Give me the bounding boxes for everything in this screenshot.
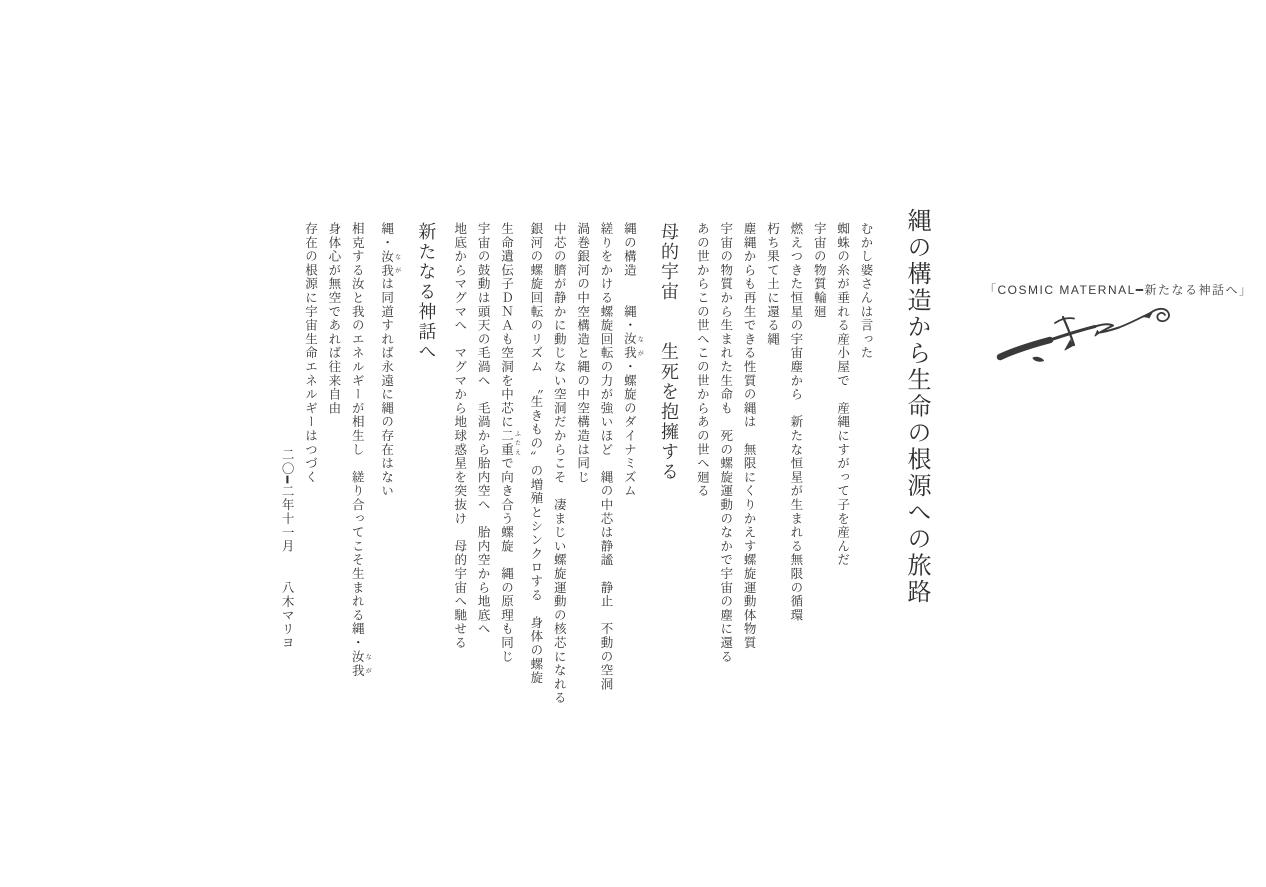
- section-heading-2: 新たなる神話へ: [416, 222, 437, 362]
- poem-line: 縄の構造 縄・汝我 なが・螺旋のダイナミズム: [622, 222, 643, 499]
- poem-line: 地底からマグマへ マグマから地球惑星を突抜け 母的宇宙へ馳せる: [452, 222, 467, 650]
- poem-line: 燃えつきた恒星の宇宙塵から 新たな恒星が生まれる無限の循環: [788, 222, 803, 623]
- poem-line: あの世からこの世へこの世からあの世へ廻る: [695, 222, 710, 498]
- poem-line: 縄・汝我 ながは同道すれば永遠に縄の存在はない: [379, 222, 400, 499]
- poem-line: 渦巻銀河の中空構造と縄の中空構造は同じ: [575, 222, 590, 485]
- section-heading-1: 母的宇宙 生死を抱擁する: [659, 222, 679, 482]
- poem-line: 宇宙の物質から生まれた生命も 死の螺旋運動のなかで宇宙の塵に還る: [718, 222, 733, 664]
- poem-line: 存在の根源に宇宙生命エネルギーはつづく: [303, 222, 318, 485]
- poem-line: 塵縄からも再生できる性質の縄は 無限にくりかえす螺旋運動体物質: [742, 222, 757, 650]
- poem-line: 蜘蛛の糸が垂れる産小屋で 産縄にすがって子を産んだ: [835, 222, 850, 567]
- poem-line: むかし婆さんは言った: [859, 222, 873, 360]
- poem-line: 縒りをかける螺旋回転の力が強いほど 縄の中芯は静謐 静止 不動の空洞: [598, 222, 613, 692]
- poem-line: 宇宙の物質輪廻: [812, 222, 827, 319]
- poem-line: 朽ち果て土に還る縄: [765, 222, 780, 347]
- poem-title: 縄の構造から生命の根源への旅路: [903, 208, 930, 606]
- poem-line: 中芯の臍が静かに動じない空洞だからこそ 凄まじい螺旋運動の核芯になれる: [552, 222, 567, 705]
- poem-line: 身体心が無空であれば往来自由: [326, 222, 341, 416]
- calligraphy-signature-icon: [993, 296, 1185, 366]
- colophon-date-author: 二〇━二年十一月 八木マリヨ: [280, 448, 295, 651]
- poem-line: 宇宙の鼓動は頭天の毛渦へ 毛渦から胎内空へ 胎内空から地底へ: [476, 222, 491, 636]
- poem-line: 銀河の螺旋回転のリズム 〝生きもの〟の増殖とシンクロする 身体の螺旋: [528, 222, 543, 685]
- poem-line: 相克する汝と我のエネルギーが相生し 縒り合ってこそ生まれる縄・汝我 なが: [350, 222, 371, 678]
- poem-body: [260, 222, 882, 887]
- poem-line: 生命遺伝子ＤＮＡも空洞を中芯に二重 ふたえで向き合う螺旋 縄の原理も同じ: [499, 222, 520, 664]
- exhibition-label: 「COSMIC MATERNAL━新たなる神話へ」: [984, 283, 1253, 297]
